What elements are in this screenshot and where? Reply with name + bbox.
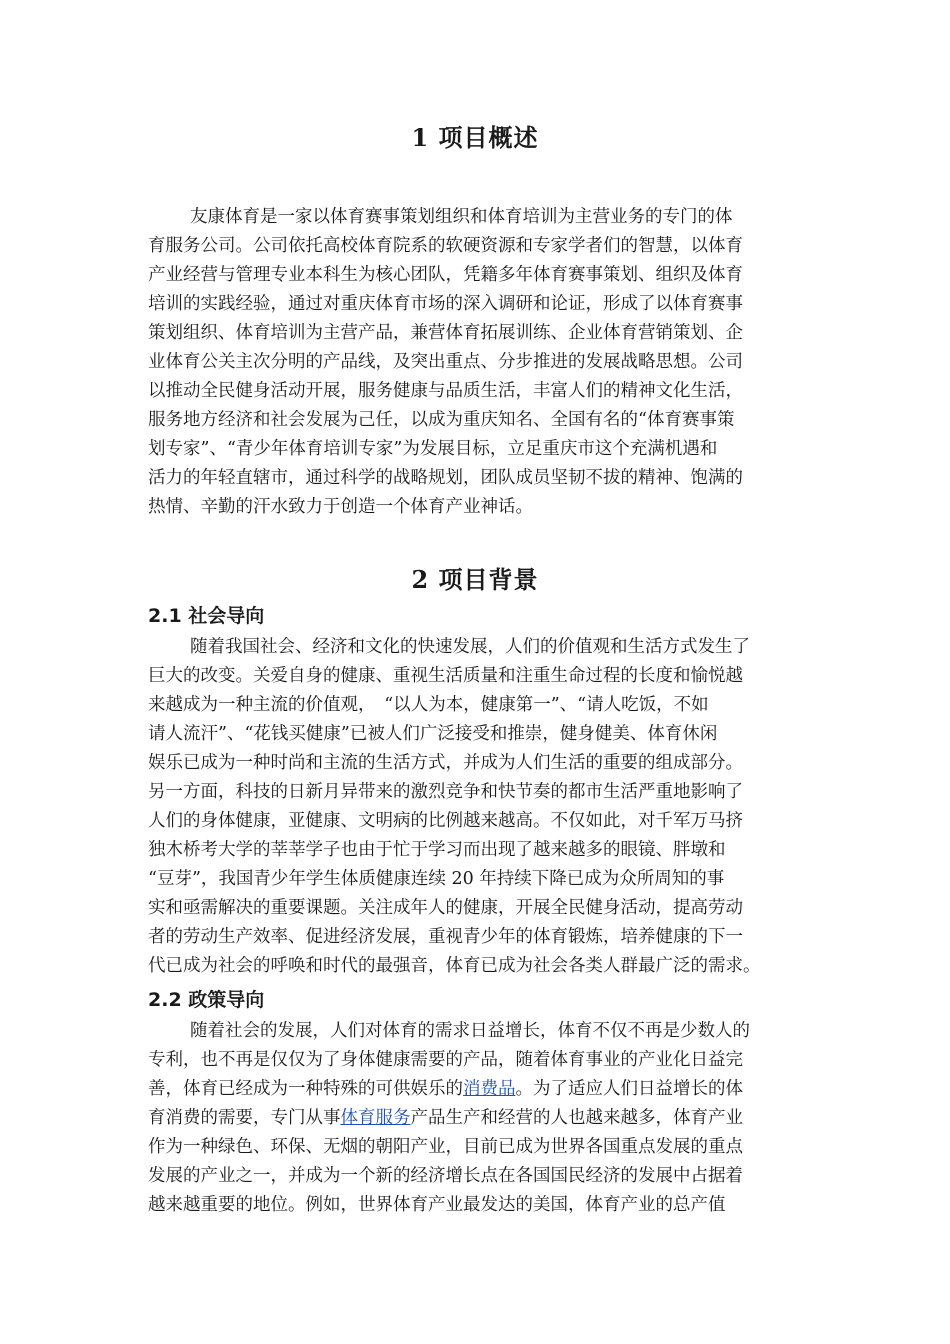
subsection-2-1-line: “豆芽”，我国青少年学生体质健康连续 20 年持续下降已成为众所周知的事 [148,869,725,889]
subsection-2-1-line: 实和亟需解决的重要课题。关注成年人的健康，开展全民健身活动，提高劳动 [148,898,743,918]
subsection-2-1-title: 2.1 社会导向 [148,605,265,627]
subsection-2-2-line: 作为一种绿色、环保、无烟的朝阳产业，目前已成为世界各国重点发展的重点 [148,1137,743,1157]
subsection-2-2-line [148,1103,808,1133]
section-1-line: 热情、辛勤的汗水致力于创造一个体育产业神话。 [148,497,533,517]
section-1-line: 友康体育是一家以体育赛事策划组织和体育培训为主营业务的专门的体 [190,207,733,227]
subsection-2-1-line: 随着我国社会、经济和文化的快速发展，人们的价值观和生活方式发生了 [190,637,750,657]
consumer-goods-link[interactable]: 消费品 [463,1079,516,1099]
section-1-line: 育服务公司。公司依托高校体育院系的软硬资源和专家学者们的智慧，以体育 [148,236,743,256]
subsection-2-1-line: 巨大的改变。关爱自身的健康、重视生活质量和注重生命过程的长度和愉悦越 [148,666,743,686]
sports-service-link[interactable]: 体育服务 [340,1108,411,1128]
section-1-title: 1 项目概述 [411,123,539,152]
line-text: 育消费的需要，专门从事 [148,1108,341,1128]
subsection-2-2-line: 专利，也不再是仅仅为了身体健康需要的产品，随着体育事业的产业化日益完 [148,1050,743,1070]
line-text: 产品生产和经营的人也越来越多，体育产业 [410,1108,743,1128]
section-1-line: 业体育公关主次分明的产品线，及突出重点、分步推进的发展战略思想。公司 [148,352,743,372]
subsection-2-1-line: 请人流汗”、“花钱买健康”已被人们广泛接受和推崇，健身健美、体育休闲 [148,724,718,744]
subsection-2-1-line: 独木桥考大学的莘莘学子也由于忙于学习而出现了越来越多的眼镜、胖墩和 [148,840,726,860]
subsection-2-2-line: 随着社会的发展，人们对体育的需求日益增长，体育不仅不再是少数人的 [190,1021,750,1041]
section-1-line: 培训的实践经验，通过对重庆体育市场的深入调研和论证，形成了以体育赛事 [148,294,743,314]
subsection-2-2-line: 发展的产业之一，并成为一个新的经济增长点在各国国民经济的发展中占据着 [148,1166,743,1186]
subsection-2-2-line: 越来越重要的地位。例如，世界体育产业最发达的美国，体育产业的总产值 [148,1195,726,1215]
line-text: 。为了适应人们日益增长的体 [515,1079,743,1099]
subsection-2-2-title: 2.2 政策导向 [148,989,265,1011]
section-1-line: 划专家”、“青少年体育培训专家”为发展目标，立足重庆市这个充满机遇和 [148,439,718,459]
section-1-line: 策划组织、体育培训为主营产品，兼营体育拓展训练、企业体育营销策划、企 [148,323,743,343]
subsection-2-1-line: 娱乐已成为一种时尚和主流的生活方式，并成为人们生活的重要的组成部分。 [148,753,743,773]
section-1-line: 以推动全民健身活动开展，服务健康与品质生活，丰富人们的精神文化生活， [148,381,743,401]
line-text: 善，体育已经成为一种特殊的可供娱乐的 [148,1079,463,1099]
subsection-2-1-line: 者的劳动生产效率、促进经济发展，重视青少年的体育锻炼，培养健康的下一 [148,927,743,947]
section-2-title: 2 项目背景 [411,565,539,594]
subsection-2-1-line: 来越成为一种主流的价值观， “以人为本，健康第一”、“请人吃饭，不如 [148,695,709,715]
subsection-2-1-line: 人们的身体健康，亚健康、文明病的比例越来越高。不仅如此，对千军万马挤 [148,811,743,831]
subsection-2-1-line: 另一方面，科技的日新月异带来的激烈竞争和快节奏的都市生活严重地影响了 [148,782,743,802]
subsection-2-1-line: 代已成为社会的呼唤和时代的最强音，体育已成为社会各类人群最广泛的需求。 [148,956,761,976]
section-1-line: 产业经营与管理专业本科生为核心团队，凭籍多年体育赛事策划、组织及体育 [148,265,743,285]
section-1-line: 活力的年轻直辖市，通过科学的战略规划，团队成员坚韧不拔的精神、饱满的 [148,468,743,488]
section-1-line: 服务地方经济和社会发展为己任，以成为重庆知名、全国有名的“体育赛事策 [148,410,735,430]
subsection-2-2-line [148,1074,808,1104]
